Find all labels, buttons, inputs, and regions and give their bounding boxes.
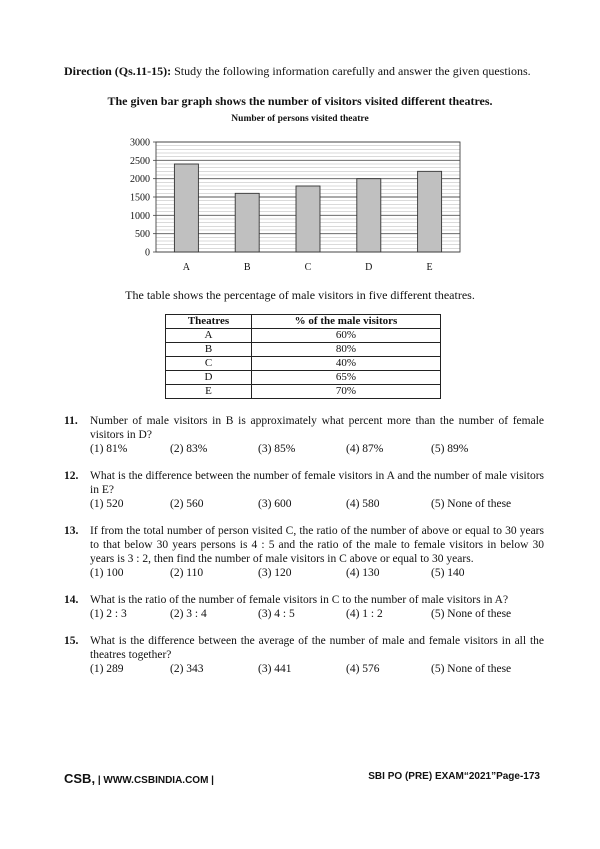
question-11 bbox=[64, 414, 544, 456]
table-cell-percent: 40% bbox=[252, 357, 441, 371]
table-cell-theatre: B bbox=[166, 343, 252, 357]
question-number: 13. bbox=[64, 525, 79, 537]
option-1: (1) 100 bbox=[90, 567, 124, 579]
footer-brand: CSB, bbox=[64, 771, 96, 786]
option-4: (4) 130 bbox=[346, 567, 380, 579]
bar-D bbox=[357, 179, 381, 252]
option-2: (2) 560 bbox=[170, 498, 204, 510]
bar-E bbox=[418, 171, 442, 252]
y-tick-label: 2500 bbox=[130, 155, 150, 167]
table-cell-percent: 80% bbox=[252, 343, 441, 357]
direction-text: Study the following information carefully and answer the given questions. bbox=[171, 64, 531, 78]
question-options bbox=[90, 662, 544, 676]
question-text: What is the difference between the number of female visitors in A and the number of male visitors in E? bbox=[90, 470, 544, 496]
option-2: (2) 110 bbox=[170, 567, 204, 579]
option-3: (3) 441 bbox=[258, 663, 292, 675]
option-1: (1) 2 : 3 bbox=[90, 608, 127, 620]
question-number: 14. bbox=[64, 594, 79, 606]
direction-line bbox=[64, 64, 531, 79]
table-cell-percent: 65% bbox=[252, 371, 441, 385]
table-row bbox=[166, 357, 441, 371]
graph-intro: The given bar graph shows the number of visitors visited different theatres. bbox=[107, 94, 493, 108]
y-tick-label: 3000 bbox=[130, 137, 150, 149]
y-tick-label: 2000 bbox=[130, 174, 150, 186]
table-header-percent: % of the male visitors bbox=[252, 315, 441, 329]
table-header-theatres: Theatres bbox=[166, 315, 252, 329]
table-cell-percent: 70% bbox=[252, 385, 441, 399]
question-text: What is the ratio of the number of female visitors in C to the number of male visitors in A? bbox=[90, 594, 509, 606]
x-tick-label: E bbox=[426, 262, 433, 273]
question-14 bbox=[64, 593, 544, 621]
option-3: (3) 120 bbox=[258, 567, 292, 579]
x-tick-label: A bbox=[182, 262, 191, 273]
bar-chart bbox=[110, 130, 470, 280]
bar-C bbox=[296, 186, 320, 252]
question-options bbox=[90, 497, 544, 511]
y-tick-label: 500 bbox=[135, 229, 150, 241]
table-cell-theatre: E bbox=[166, 385, 252, 399]
table-cell-theatre: A bbox=[166, 329, 252, 343]
footer-page-info: SBI PO (PRE) EXAM“2021”Page-173 bbox=[368, 771, 540, 782]
chart-title: Number of persons visited theatre bbox=[231, 114, 369, 124]
option-3: (3) 85% bbox=[258, 443, 296, 455]
footer-left bbox=[64, 771, 214, 786]
y-tick-label: 0 bbox=[145, 247, 150, 259]
option-1: (1) 289 bbox=[90, 663, 124, 675]
y-tick-label: 1500 bbox=[130, 192, 150, 204]
table-row bbox=[166, 385, 441, 399]
question-text: If from the total number of person visited C, the ratio of the number of above or equal to 30 years to that below 30 years persons is 4 : 5 and the ratio of the male to female visitors in below 30 years is 3 : 2, then find the number of male visitors in C above or equal to 30 years. bbox=[90, 525, 544, 565]
table-intro: The table shows the percentage of male visitors in five different theatres. bbox=[125, 288, 475, 302]
x-tick-label: B bbox=[243, 262, 251, 273]
table-row bbox=[166, 329, 441, 343]
y-tick-label: 1000 bbox=[130, 210, 150, 222]
table-row bbox=[166, 371, 441, 385]
option-5: (5) None of these bbox=[431, 608, 512, 620]
question-options bbox=[90, 607, 544, 621]
option-2: (2) 343 bbox=[170, 663, 204, 675]
table-cell-theatre: C bbox=[166, 357, 252, 371]
option-5: (5) 140 bbox=[431, 567, 465, 579]
footer-site: | WWW.CSBINDIA.COM | bbox=[95, 775, 214, 786]
option-1: (1) 520 bbox=[90, 498, 124, 510]
option-4: (4) 1 : 2 bbox=[346, 608, 383, 620]
option-4: (4) 576 bbox=[346, 663, 380, 675]
x-tick-label: D bbox=[365, 262, 373, 273]
question-number: 11. bbox=[64, 415, 78, 427]
option-5: (5) None of these bbox=[431, 663, 512, 675]
bar-B bbox=[235, 193, 259, 252]
option-4: (4) 87% bbox=[346, 443, 384, 455]
bar-A bbox=[174, 164, 198, 252]
question-12 bbox=[64, 469, 544, 511]
option-3: (3) 4 : 5 bbox=[258, 608, 295, 620]
male-visitors-table bbox=[165, 314, 441, 399]
option-2: (2) 3 : 4 bbox=[170, 608, 207, 620]
option-1: (1) 81% bbox=[90, 443, 128, 455]
question-text: What is the difference between the average of the number of male and female visitors in all the theatres together? bbox=[90, 635, 544, 661]
question-15 bbox=[64, 634, 544, 676]
x-tick-label: C bbox=[304, 262, 312, 273]
table-cell-percent: 60% bbox=[252, 329, 441, 343]
option-5: (5) 89% bbox=[431, 443, 469, 455]
table-cell-theatre: D bbox=[166, 371, 252, 385]
question-text: Number of male visitors in B is approximately what percent more than the number of female visitors in D? bbox=[90, 415, 544, 441]
option-5: (5) None of these bbox=[431, 498, 512, 510]
question-number: 12. bbox=[64, 470, 79, 482]
direction-label: Direction (Qs.11-15): bbox=[64, 64, 172, 78]
question-number: 15. bbox=[64, 635, 79, 647]
option-2: (2) 83% bbox=[170, 443, 208, 455]
question-13 bbox=[64, 524, 544, 580]
question-options bbox=[90, 442, 544, 456]
option-4: (4) 580 bbox=[346, 498, 380, 510]
question-options bbox=[90, 566, 544, 580]
table-row bbox=[166, 343, 441, 357]
table-header-row bbox=[166, 315, 441, 329]
option-3: (3) 600 bbox=[258, 498, 292, 510]
